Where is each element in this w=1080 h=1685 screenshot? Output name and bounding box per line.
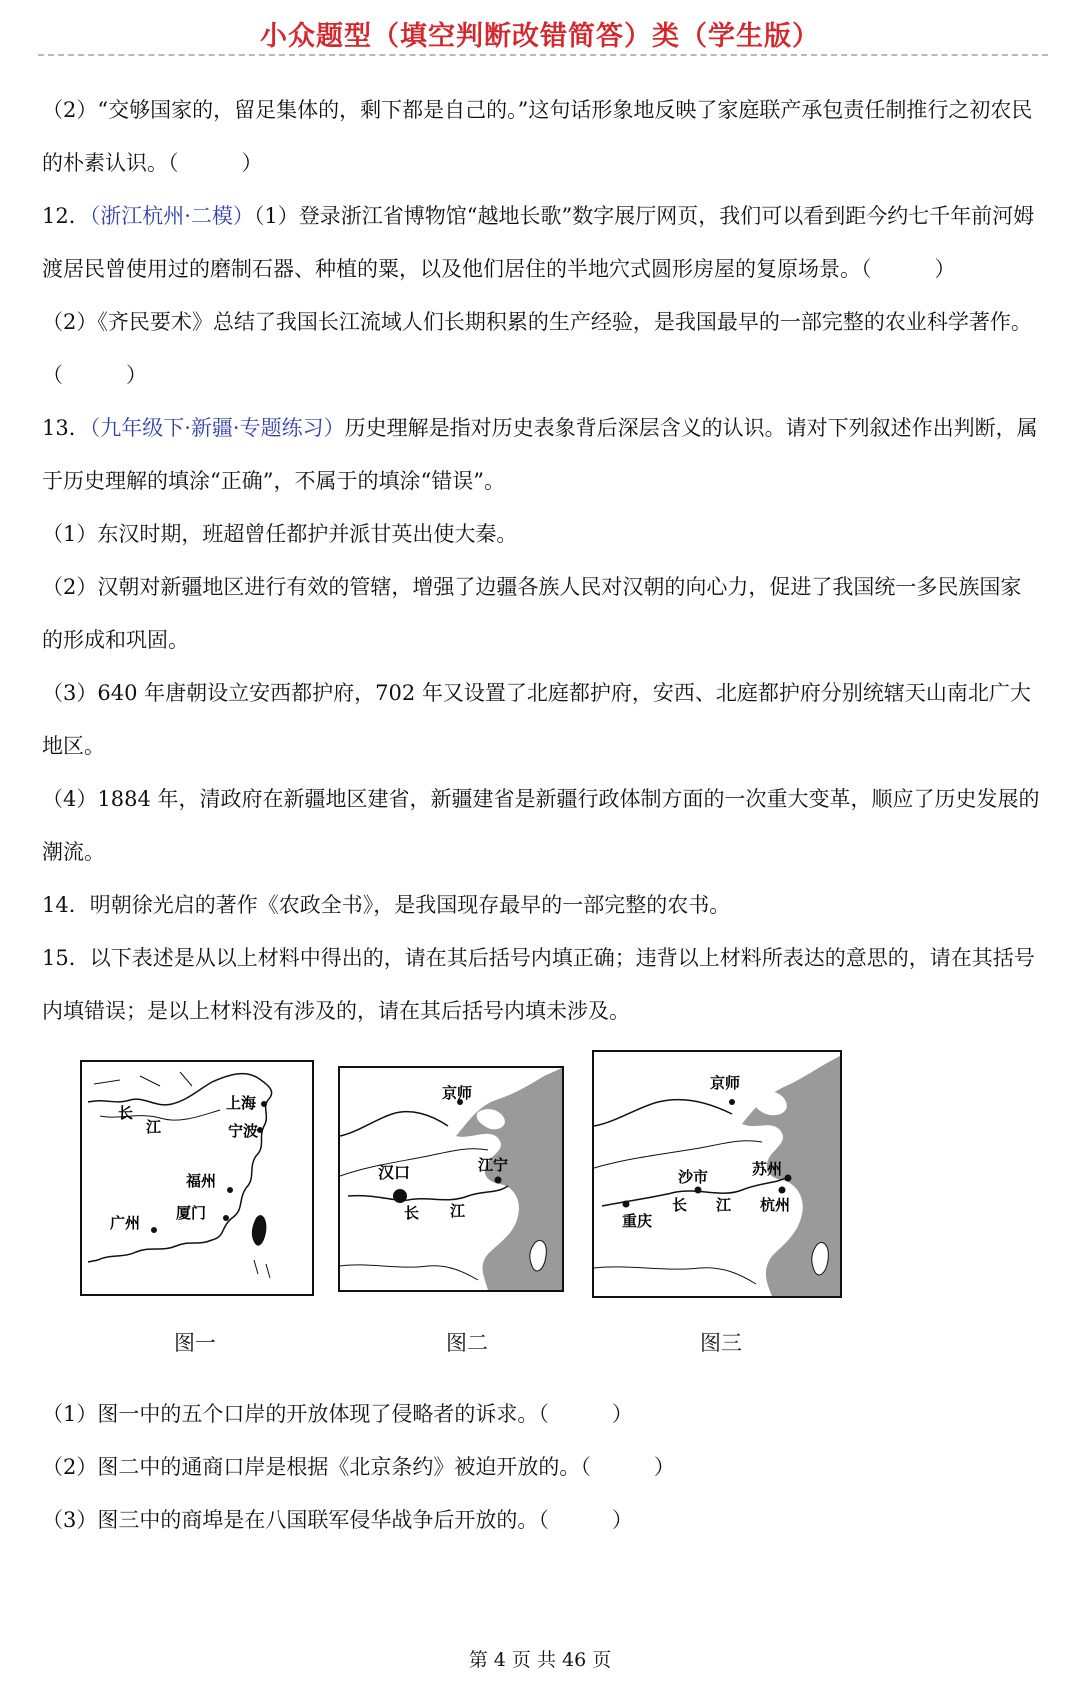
fig1-label-shanghai: 上海 [226, 1094, 257, 1112]
fig3-label-shashi: 沙市 [678, 1168, 709, 1186]
fig3-label-hangzhou: 杭州 [760, 1196, 791, 1214]
fig1-label-fuzhou: 福州 [186, 1172, 217, 1190]
figure-3-caption: 图三 [700, 1331, 742, 1355]
fig2-label-jingshi: 京师 [442, 1084, 473, 1102]
q13-item-4: （4）1884 年，清政府在新疆地区建省，新疆建省是新疆行政体制方面的一次重大变革，顺应了历史发展的潮流。 [42, 787, 1040, 864]
q12-source: （浙江杭州·二模） [89, 204, 254, 228]
fig3-label-jingshi: 京师 [710, 1074, 741, 1092]
fig3-label-jiang: 江 [716, 1196, 732, 1214]
q13-heading [42, 402, 1042, 508]
q15-item-3: （3）图三中的商埠是在八国联军侵华战争后开放的。（ ） [42, 1508, 633, 1532]
figure-2-map [338, 1066, 564, 1292]
q15-items [42, 1388, 1042, 1547]
figure-3-map [592, 1050, 842, 1298]
fig3-label-suzhou: 苏州 [752, 1160, 783, 1178]
q12-number: 12． [42, 204, 90, 228]
fig3-label-chongqing: 重庆 [622, 1212, 653, 1230]
page-header-title: 小众题型（填空判断改错简答）类（学生版） [260, 21, 820, 52]
q15-item-1: （1）图一中的五个口岸的开放体现了侵略者的诉求。（ ） [42, 1402, 633, 1426]
fig2-label-jiangning: 江宁 [478, 1156, 509, 1174]
q12-part1: （1）登录浙江省博物馆“越地长歌”数字展厅网页，我们可以看到距今约七千年前河姆渡居民曾使用过的磨制石器、种植的粟，以及他们居住的半地穴式圆形房屋的复原场景。（ ） [42, 204, 1035, 281]
fig1-label-chang: 长 [118, 1104, 134, 1122]
q13-intro: 历史理解是指对历史表象背后深层含义的认识。请对下列叙述作出判断，属于历史理解的填涂“正确”，不属于的填涂“错误”。 [42, 416, 1038, 493]
q12-part2: （2）《齐民要术》总结了我国长江流域人们长期积累的生产经验，是我国最早的一部完整的农业科学著作。（ ） [42, 310, 1032, 387]
q13-number: 13． [42, 416, 90, 440]
fig2-label-chang: 长 [404, 1204, 420, 1222]
q14-text: 14．明朝徐光启的著作《农政全书》，是我国现存最早的一部完整的农书。 [42, 893, 731, 917]
q13-item-1: （1）东汉时期，班超曾任都护并派甘英出使大秦。 [42, 522, 518, 546]
document-body [42, 84, 1042, 1547]
fig1-label-guangzhou: 广州 [110, 1214, 141, 1232]
figure-1-caption: 图一 [174, 1331, 216, 1355]
figure-2-caption: 图二 [446, 1331, 488, 1355]
q13-item-2: （2）汉朝对新疆地区进行有效的管辖，增强了边疆各族人民对汉朝的向心力，促进了我国统一多民族国家的形成和巩固。 [42, 575, 1022, 652]
fig1-label-ningbo: 宁波 [228, 1122, 259, 1140]
fig1-label-jiang: 江 [146, 1118, 162, 1136]
fig2-label-jiang: 江 [450, 1202, 466, 1220]
page-footer: 第 4 页 共 46 页 [468, 1649, 612, 1671]
fig2-label-hankou: 汉口 [378, 1163, 411, 1182]
q13-source: （九年级下·新疆·专题练习） [89, 416, 345, 440]
q11-part2: （2）“交够国家的，留足集体的，剩下都是自己的。”这句话形象地反映了家庭联产承包责任制推行之初农民的朴素认识。（ ） [42, 98, 1033, 175]
header-divider [38, 54, 1048, 56]
fig3-label-chang: 长 [672, 1196, 688, 1214]
q15-figures [42, 1050, 1042, 1380]
q12-heading [42, 190, 1042, 296]
q15-text: 15．以下表述是从以上材料中得出的，请在其后括号内填正确；违背以上材料所表达的意思的，请在其括号内填错误；是以上材料没有涉及的，请在其后括号内填未涉及。 [42, 946, 1035, 1023]
q13-item-3: （3）640 年唐朝设立安西都护府，702 年又设置了北庭都护府，安西、北庭都护府分别统辖天山南北广大地区。 [42, 681, 1031, 758]
fig1-label-xiamen: 厦门 [176, 1204, 207, 1222]
figure-1-map [80, 1060, 314, 1296]
q15-item-2: （2）图二中的通商口岸是根据《北京条约》被迫开放的。（ ） [42, 1455, 675, 1479]
